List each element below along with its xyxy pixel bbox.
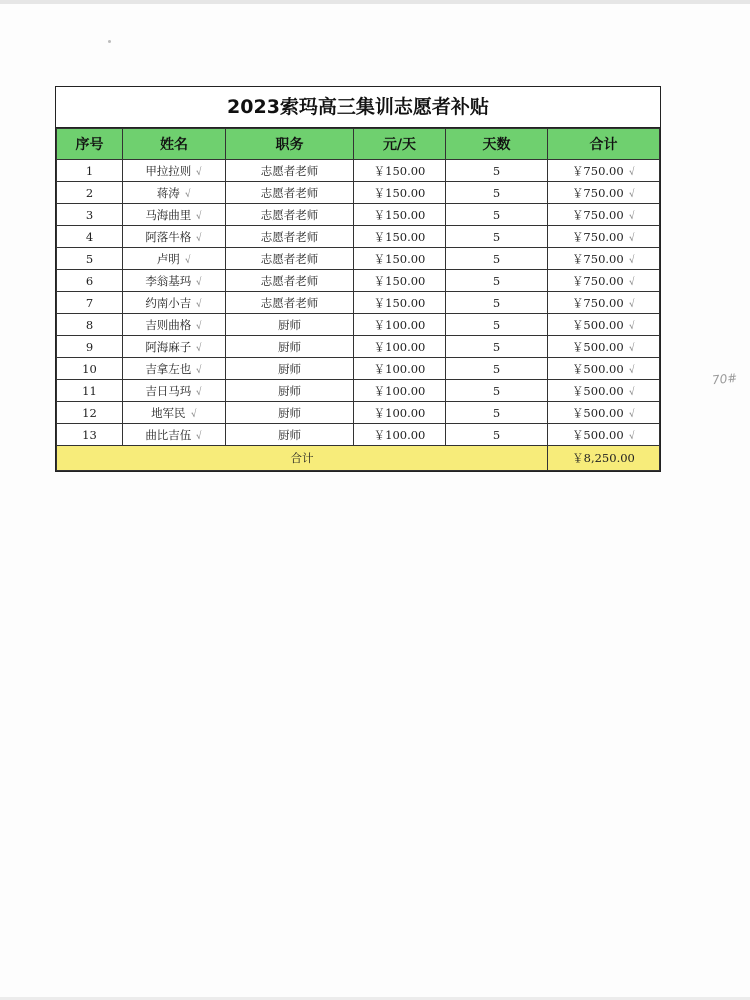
- handwritten-check-icon: √: [195, 364, 204, 376]
- row-index-text: 3: [85, 207, 94, 222]
- scan-speck: [108, 40, 111, 43]
- row-name: [123, 292, 226, 314]
- handwritten-check-icon: √: [195, 430, 204, 442]
- row-name: [123, 402, 226, 424]
- row-days-text: 5: [492, 295, 501, 310]
- row-index-text: 11: [82, 383, 97, 398]
- row-name-text: 吉日马玛: [145, 383, 192, 398]
- row-days-text: 5: [492, 427, 501, 442]
- handwritten-check-icon: √: [195, 166, 204, 178]
- header-total: 合计: [548, 129, 660, 160]
- handwritten-check-icon: √: [627, 364, 636, 376]
- row-role-text: 志愿者老师: [260, 185, 319, 200]
- row-name-text: 吉拿左也: [145, 361, 192, 376]
- row-days: [446, 424, 548, 446]
- row-rate-text: ￥150.00: [373, 295, 426, 310]
- row-index-text: 5: [85, 251, 94, 266]
- row-total: [548, 336, 660, 358]
- row-name: [123, 160, 226, 182]
- row-role-text: 厨师: [278, 339, 301, 354]
- row-days: [446, 380, 548, 402]
- row-index: [57, 402, 123, 424]
- handwritten-check-icon: √: [627, 386, 636, 398]
- row-rate: [354, 380, 446, 402]
- handwritten-check-icon: √: [184, 188, 192, 200]
- row-total: [548, 292, 660, 314]
- row-role: [226, 270, 354, 292]
- row-total-text: ￥500.00: [571, 405, 624, 420]
- row-role: [226, 204, 354, 226]
- row-rate-text: ￥100.00: [373, 339, 426, 354]
- row-rate: [354, 336, 446, 358]
- row-index-text: 7: [85, 295, 94, 310]
- row-rate: [354, 424, 446, 446]
- handwritten-check-icon: √: [627, 298, 636, 310]
- row-total-text: ￥750.00: [571, 229, 624, 244]
- row-index: [57, 226, 123, 248]
- row-index-text: 9: [85, 339, 94, 354]
- row-days-text: 5: [492, 339, 501, 354]
- table-row: [57, 160, 660, 182]
- handwritten-check-icon: √: [627, 430, 636, 442]
- handwritten-check-icon: √: [627, 342, 636, 354]
- row-role: [226, 380, 354, 402]
- handwritten-check-icon: √: [627, 408, 636, 420]
- row-role-text: 志愿者老师: [260, 251, 319, 266]
- row-rate-text: ￥100.00: [373, 361, 426, 376]
- row-rate-text: ￥150.00: [373, 163, 426, 178]
- row-days-text: 5: [492, 273, 501, 288]
- row-role-text: 厨师: [278, 383, 301, 398]
- row-role: [226, 424, 354, 446]
- row-name-text: 地军民: [151, 405, 186, 420]
- row-total-text: ￥500.00: [571, 361, 624, 376]
- handwritten-check-icon: √: [195, 320, 204, 332]
- row-total: [548, 204, 660, 226]
- row-total-text: ￥750.00: [571, 273, 624, 288]
- row-index: [57, 248, 123, 270]
- row-days-text: 5: [492, 185, 501, 200]
- row-rate-text: ￥100.00: [373, 383, 426, 398]
- row-index: [57, 160, 123, 182]
- row-days-text: 5: [492, 317, 501, 332]
- row-rate: [354, 248, 446, 270]
- row-total-text: ￥500.00: [571, 383, 624, 398]
- row-role-text: 志愿者老师: [260, 163, 319, 178]
- row-total-text: ￥750.00: [571, 163, 624, 178]
- row-total: [548, 270, 660, 292]
- row-name-text: 甲拉拉则: [145, 163, 192, 178]
- subsidy-table-sheet: [55, 86, 661, 472]
- row-days: [446, 402, 548, 424]
- row-name-text: 卢明: [156, 251, 180, 266]
- row-rate: [354, 182, 446, 204]
- header-days: 天数: [446, 129, 548, 160]
- row-rate: [354, 204, 446, 226]
- row-index-text: 8: [85, 317, 94, 332]
- row-total-text: ￥500.00: [571, 339, 624, 354]
- row-name-text: 约南小吉: [145, 295, 192, 310]
- row-total-text: ￥500.00: [571, 427, 624, 442]
- row-index: [57, 204, 123, 226]
- row-index: [57, 424, 123, 446]
- row-name: [123, 248, 226, 270]
- row-role-text: 厨师: [278, 405, 301, 420]
- row-days-text: 5: [492, 229, 501, 244]
- scan-top-edge: [0, 0, 750, 4]
- row-index-text: 12: [82, 405, 97, 420]
- handwritten-check-icon: √: [627, 210, 636, 222]
- table-row: [57, 226, 660, 248]
- header-rate: 元/天: [354, 129, 446, 160]
- row-total-text: ￥750.00: [571, 295, 624, 310]
- table-row: [57, 248, 660, 270]
- handwritten-check-icon: √: [195, 276, 204, 288]
- table-row: [57, 270, 660, 292]
- row-days: [446, 270, 548, 292]
- row-rate: [354, 292, 446, 314]
- handwritten-check-icon: √: [627, 276, 636, 288]
- row-name-text: 曲比吉伍: [145, 427, 192, 442]
- row-days-text: 5: [492, 207, 501, 222]
- handwritten-check-icon: √: [195, 386, 204, 398]
- row-name: [123, 358, 226, 380]
- row-total-text: ￥750.00: [571, 185, 624, 200]
- table-row: [57, 380, 660, 402]
- row-role: [226, 226, 354, 248]
- handwritten-check-icon: √: [195, 342, 204, 354]
- row-days: [446, 160, 548, 182]
- table-row: [57, 358, 660, 380]
- row-rate-text: ￥100.00: [373, 427, 426, 442]
- row-index: [57, 358, 123, 380]
- table-row: [57, 314, 660, 336]
- row-total: [548, 226, 660, 248]
- row-rate-text: ￥150.00: [373, 185, 426, 200]
- handwritten-check-icon: √: [627, 166, 636, 178]
- row-total: [548, 402, 660, 424]
- row-role-text: 志愿者老师: [260, 295, 319, 310]
- handwritten-check-icon: √: [627, 232, 636, 244]
- table-row: [57, 336, 660, 358]
- table-row: [57, 424, 660, 446]
- row-index-text: 2: [85, 185, 94, 200]
- header-name: 姓名: [123, 129, 226, 160]
- table-body: [57, 160, 660, 446]
- row-total: [548, 380, 660, 402]
- row-days: [446, 336, 548, 358]
- row-rate-text: ￥150.00: [373, 207, 426, 222]
- row-name: [123, 226, 226, 248]
- row-role-text: 厨师: [278, 361, 301, 376]
- table-row: [57, 402, 660, 424]
- row-name: [123, 182, 226, 204]
- row-days-text: 5: [492, 405, 501, 420]
- handwritten-check-icon: √: [195, 210, 204, 222]
- row-days: [446, 248, 548, 270]
- row-total: [548, 358, 660, 380]
- table-title: 2023索玛高三集训志愿者补贴: [56, 87, 660, 128]
- row-name: [123, 336, 226, 358]
- subsidy-table: [56, 128, 660, 471]
- row-index-text: 1: [85, 163, 94, 178]
- row-days: [446, 292, 548, 314]
- row-role-text: 志愿者老师: [260, 273, 319, 288]
- row-days-text: 5: [492, 163, 501, 178]
- row-total: [548, 314, 660, 336]
- row-index-text: 10: [82, 361, 97, 376]
- row-name-text: 阿落牛格: [145, 229, 192, 244]
- row-index: [57, 292, 123, 314]
- row-name-text: 马海曲里: [145, 207, 192, 222]
- handwritten-check-icon: √: [627, 188, 636, 200]
- row-total: [548, 424, 660, 446]
- handwritten-check-icon: √: [195, 298, 204, 310]
- row-total: [548, 248, 660, 270]
- row-role: [226, 182, 354, 204]
- row-days: [446, 358, 548, 380]
- row-index: [57, 314, 123, 336]
- header-index: 序号: [57, 129, 123, 160]
- row-index: [57, 270, 123, 292]
- row-days: [446, 204, 548, 226]
- row-index: [57, 182, 123, 204]
- header-role: 职务: [226, 129, 354, 160]
- row-name: [123, 380, 226, 402]
- row-role: [226, 358, 354, 380]
- table-row: [57, 292, 660, 314]
- row-name: [123, 314, 226, 336]
- row-index-text: 13: [82, 427, 97, 442]
- row-days: [446, 226, 548, 248]
- row-role-text: 厨师: [278, 427, 301, 442]
- table-row: [57, 182, 660, 204]
- row-name: [123, 270, 226, 292]
- row-name: [123, 204, 226, 226]
- handwritten-check-icon: √: [184, 254, 192, 266]
- row-role: [226, 402, 354, 424]
- grand-total-label: 合计: [57, 446, 548, 471]
- row-rate-text: ￥150.00: [373, 251, 426, 266]
- row-total: [548, 182, 660, 204]
- header-row: [57, 129, 660, 160]
- row-total: [548, 160, 660, 182]
- row-name-text: 蒋涛: [156, 185, 180, 200]
- row-role-text: 厨师: [278, 317, 301, 332]
- row-total-text: ￥750.00: [571, 251, 624, 266]
- row-role: [226, 336, 354, 358]
- row-index: [57, 380, 123, 402]
- row-index-text: 4: [85, 229, 94, 244]
- row-name-text: 阿海麻子: [145, 339, 192, 354]
- row-rate-text: ￥100.00: [373, 317, 426, 332]
- table-row: [57, 204, 660, 226]
- row-role: [226, 292, 354, 314]
- row-role-text: 志愿者老师: [260, 207, 319, 222]
- row-rate: [354, 402, 446, 424]
- row-name-text: 李翁基玛: [145, 273, 192, 288]
- row-rate: [354, 160, 446, 182]
- row-role-text: 志愿者老师: [260, 229, 319, 244]
- grand-total-row: [57, 446, 660, 471]
- row-days: [446, 182, 548, 204]
- row-days: [446, 314, 548, 336]
- row-rate: [354, 270, 446, 292]
- row-index-text: 6: [85, 273, 94, 288]
- row-role: [226, 248, 354, 270]
- row-rate: [354, 226, 446, 248]
- row-name-text: 吉则曲格: [145, 317, 192, 332]
- grand-total-value: ￥8,250.00: [548, 446, 660, 471]
- handwritten-check-icon: √: [627, 254, 636, 266]
- row-total-text: ￥750.00: [571, 207, 624, 222]
- row-days-text: 5: [492, 251, 501, 266]
- row-name: [123, 424, 226, 446]
- row-rate-text: ￥150.00: [373, 229, 426, 244]
- row-role: [226, 314, 354, 336]
- row-days-text: 5: [492, 361, 501, 376]
- row-index: [57, 336, 123, 358]
- handwritten-check-icon: √: [195, 232, 204, 244]
- row-role: [226, 160, 354, 182]
- row-rate-text: ￥100.00: [373, 405, 426, 420]
- row-rate: [354, 314, 446, 336]
- row-rate: [354, 358, 446, 380]
- row-days-text: 5: [492, 383, 501, 398]
- handwritten-check-icon: √: [189, 408, 198, 420]
- row-rate-text: ￥150.00: [373, 273, 426, 288]
- row-total-text: ￥500.00: [571, 317, 624, 332]
- handwritten-check-icon: √: [627, 320, 636, 332]
- handwritten-margin-note: 70#: [711, 370, 738, 388]
